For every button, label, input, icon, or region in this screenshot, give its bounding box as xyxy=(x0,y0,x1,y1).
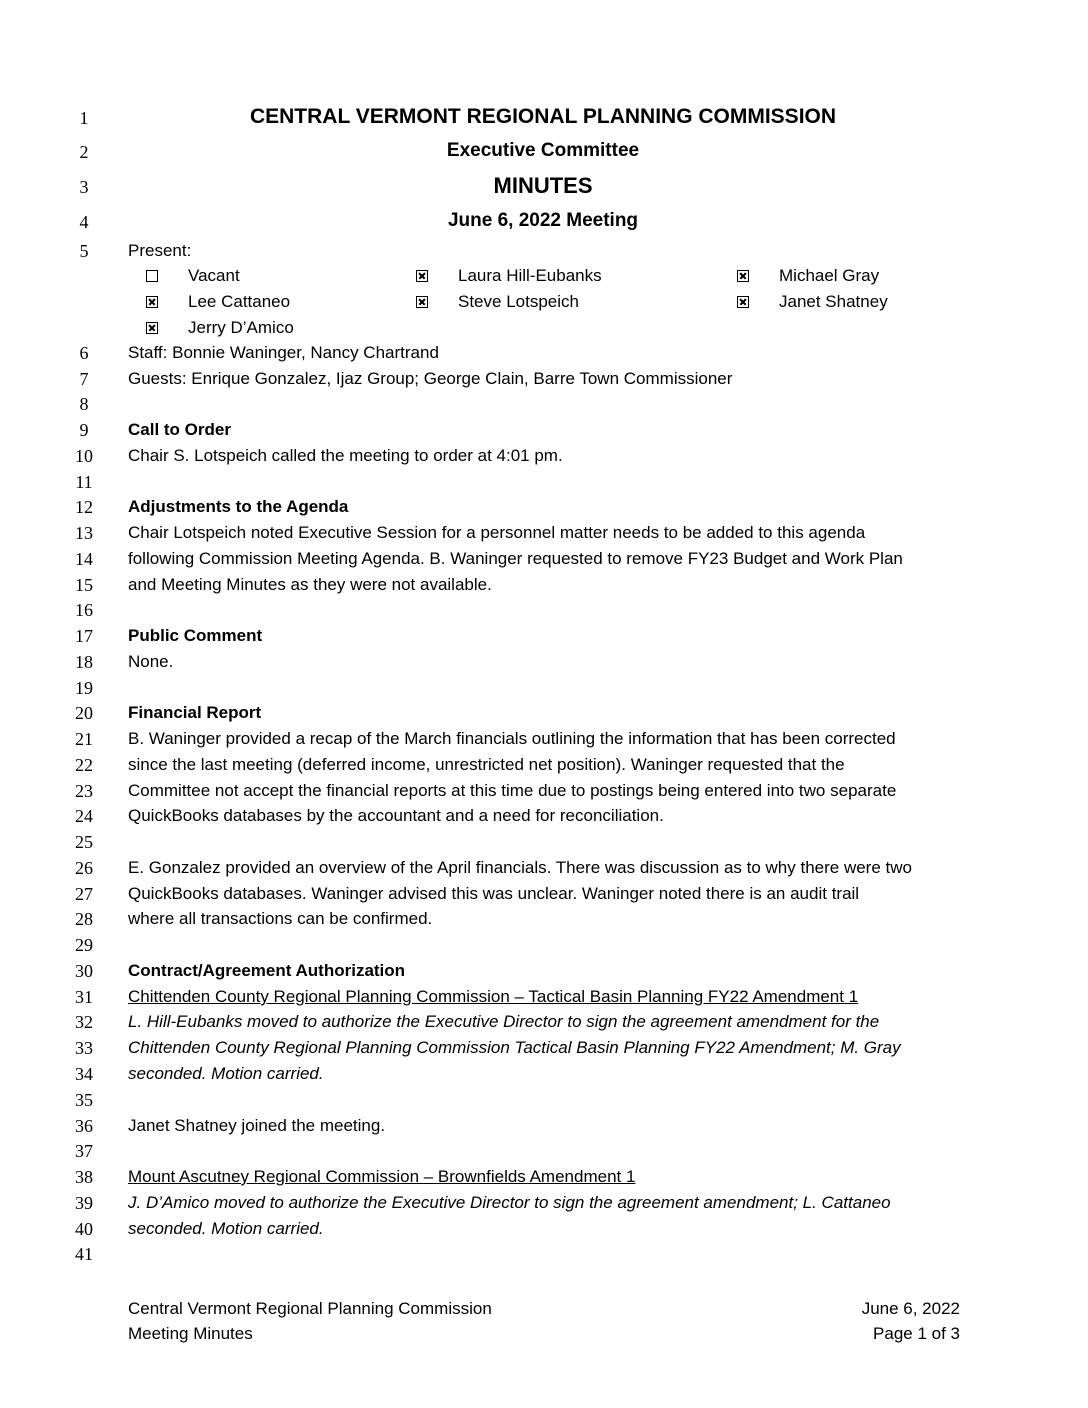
subsection-heading-marc: Mount Ascutney Regional Commission – Brownfields Amendment 1 xyxy=(128,1167,636,1186)
line-number: 16 xyxy=(75,600,93,620)
motion-line: seconded. Motion carried. xyxy=(128,1064,324,1083)
attendee-name: Lee Cattaneo xyxy=(188,292,291,311)
line-number: 29 xyxy=(75,935,93,955)
subsection-heading-ccrpc: Chittenden County Regional Planning Commission – Tactical Basin Planning FY22 Amendment 1 xyxy=(128,987,859,1006)
attendee-name: Steve Lotspeich xyxy=(458,292,579,311)
line-number: 27 xyxy=(75,884,93,904)
line-number: 13 xyxy=(75,523,93,543)
line-number: 28 xyxy=(75,909,93,929)
line-number: 18 xyxy=(75,652,93,672)
paragraph-line: B. Waninger provided a recap of the March financials outlining the information that has been corrected xyxy=(128,729,896,748)
document-subtitle: Executive Committee xyxy=(446,140,640,161)
attendee-name: Vacant xyxy=(188,266,240,285)
paragraph-line: Committee not accept the financial reports at this time due to postings being entered into two separate xyxy=(128,781,897,800)
line-number: 9 xyxy=(79,420,89,440)
attendee-item xyxy=(737,266,879,286)
line-number: 1 xyxy=(79,108,89,128)
staff-line: Staff: Bonnie Waninger, Nancy Chartrand xyxy=(128,343,439,362)
attendance-checkbox xyxy=(146,296,158,308)
attendee-item xyxy=(416,266,602,286)
line-number: 38 xyxy=(75,1167,93,1187)
attendee-item xyxy=(737,292,888,312)
line-number: 14 xyxy=(75,549,93,569)
attendee-name: Jerry D’Amico xyxy=(188,318,294,337)
line-number: 6 xyxy=(79,343,89,363)
line-number: 30 xyxy=(75,961,93,981)
line-number: 17 xyxy=(75,626,93,646)
paragraph-line: Chair Lotspeich noted Executive Session for a personnel matter needs to be added to this agenda xyxy=(128,523,866,542)
present-label: Present: xyxy=(128,241,192,260)
section-heading-contract-authorization: Contract/Agreement Authorization xyxy=(128,961,406,980)
section-heading-agenda-adjustments: Adjustments to the Agenda xyxy=(128,497,349,516)
attendance-checkbox xyxy=(737,270,749,282)
line-number: 10 xyxy=(75,446,93,466)
document-type-heading: MINUTES xyxy=(493,173,593,198)
attendee-item xyxy=(416,292,579,312)
motion-line: L. Hill-Eubanks moved to authorize the Executive Director to sign the agreement amendment for the xyxy=(128,1012,880,1031)
footer-org: Central Vermont Regional Planning Commission xyxy=(128,1299,492,1318)
line-number: 5 xyxy=(79,241,89,261)
line-number: 34 xyxy=(75,1064,93,1084)
line-number: 24 xyxy=(75,806,93,826)
attendee-item xyxy=(146,266,240,286)
attendee-name: Janet Shatney xyxy=(779,292,888,311)
line-number: 32 xyxy=(75,1012,93,1032)
paragraph-line: None. xyxy=(128,652,174,671)
attendee-item xyxy=(146,318,294,338)
line-number: 39 xyxy=(75,1193,93,1213)
line-number: 25 xyxy=(75,832,93,852)
paragraph-line: QuickBooks databases by the accountant and a need for reconciliation. xyxy=(128,806,664,825)
line-number: 3 xyxy=(79,177,89,197)
line-number: 22 xyxy=(75,755,93,775)
line-number: 26 xyxy=(75,858,93,878)
line-number: 21 xyxy=(75,729,93,749)
attendance-checkbox xyxy=(737,296,749,308)
section-heading-financial-report: Financial Report xyxy=(128,703,262,722)
line-number: 37 xyxy=(75,1141,93,1161)
motion-line: Chittenden County Regional Planning Commission Tactical Basin Planning FY22 Amendment; M. Gray xyxy=(128,1038,901,1057)
paragraph-line: E. Gonzalez provided an overview of the April financials. There was discussion as to why there were two xyxy=(128,858,912,877)
line-number: 23 xyxy=(75,781,93,801)
footer-date: June 6, 2022 xyxy=(861,1299,960,1318)
footer-doc: Meeting Minutes xyxy=(128,1324,253,1343)
attendee-item xyxy=(146,292,290,312)
motion-line: J. D’Amico moved to authorize the Executive Director to sign the agreement amendment; L. Cattaneo xyxy=(128,1193,891,1212)
attendance-checkbox xyxy=(416,270,428,282)
line-number: 12 xyxy=(75,497,93,517)
line-number: 36 xyxy=(75,1116,93,1136)
section-heading-public-comment: Public Comment xyxy=(128,626,263,645)
line-number: 11 xyxy=(75,472,93,492)
line-number: 7 xyxy=(79,369,89,389)
line-number: 41 xyxy=(75,1244,93,1264)
line-number: 40 xyxy=(75,1219,93,1239)
paragraph-line: following Commission Meeting Agenda. B. Waninger requested to remove FY23 Budget and Work Plan xyxy=(128,549,903,568)
line-number: 33 xyxy=(75,1038,93,1058)
paragraph-line: Janet Shatney joined the meeting. xyxy=(128,1116,386,1135)
paragraph-line: where all transactions can be confirmed. xyxy=(128,909,433,928)
attendance-checkbox xyxy=(146,322,158,334)
line-number: 15 xyxy=(75,575,93,595)
document-title: CENTRAL VERMONT REGIONAL PLANNING COMMISSION xyxy=(249,105,837,128)
attendance-checkbox xyxy=(416,296,428,308)
paragraph-line: QuickBooks databases. Waninger advised this was unclear. Waninger noted there is an audit trail xyxy=(128,884,860,903)
line-number: 8 xyxy=(79,394,89,414)
footer-page-number: Page 1 of 3 xyxy=(873,1324,960,1343)
paragraph-line: and Meeting Minutes as they were not available. xyxy=(128,575,492,594)
attendee-name: Michael Gray xyxy=(779,266,880,285)
line-number: 4 xyxy=(79,212,89,232)
line-number: 31 xyxy=(75,987,93,1007)
line-number: 35 xyxy=(75,1090,93,1110)
attendee-name: Laura Hill-Eubanks xyxy=(458,266,602,285)
guests-line: Guests: Enrique Gonzalez, Ijaz Group; George Clain, Barre Town Commissioner xyxy=(128,369,733,388)
attendance-checkbox xyxy=(146,270,158,282)
meeting-date-heading: June 6, 2022 Meeting xyxy=(447,210,639,231)
paragraph-line: Chair S. Lotspeich called the meeting to order at 4:01 pm. xyxy=(128,446,563,465)
line-number: 20 xyxy=(75,703,93,723)
line-number: 2 xyxy=(79,142,89,162)
section-heading-call-to-order: Call to Order xyxy=(128,420,231,439)
line-number: 19 xyxy=(75,678,93,698)
paragraph-line: since the last meeting (deferred income, unrestricted net position). Waninger requested that the xyxy=(128,755,845,774)
motion-line: seconded. Motion carried. xyxy=(128,1219,324,1238)
